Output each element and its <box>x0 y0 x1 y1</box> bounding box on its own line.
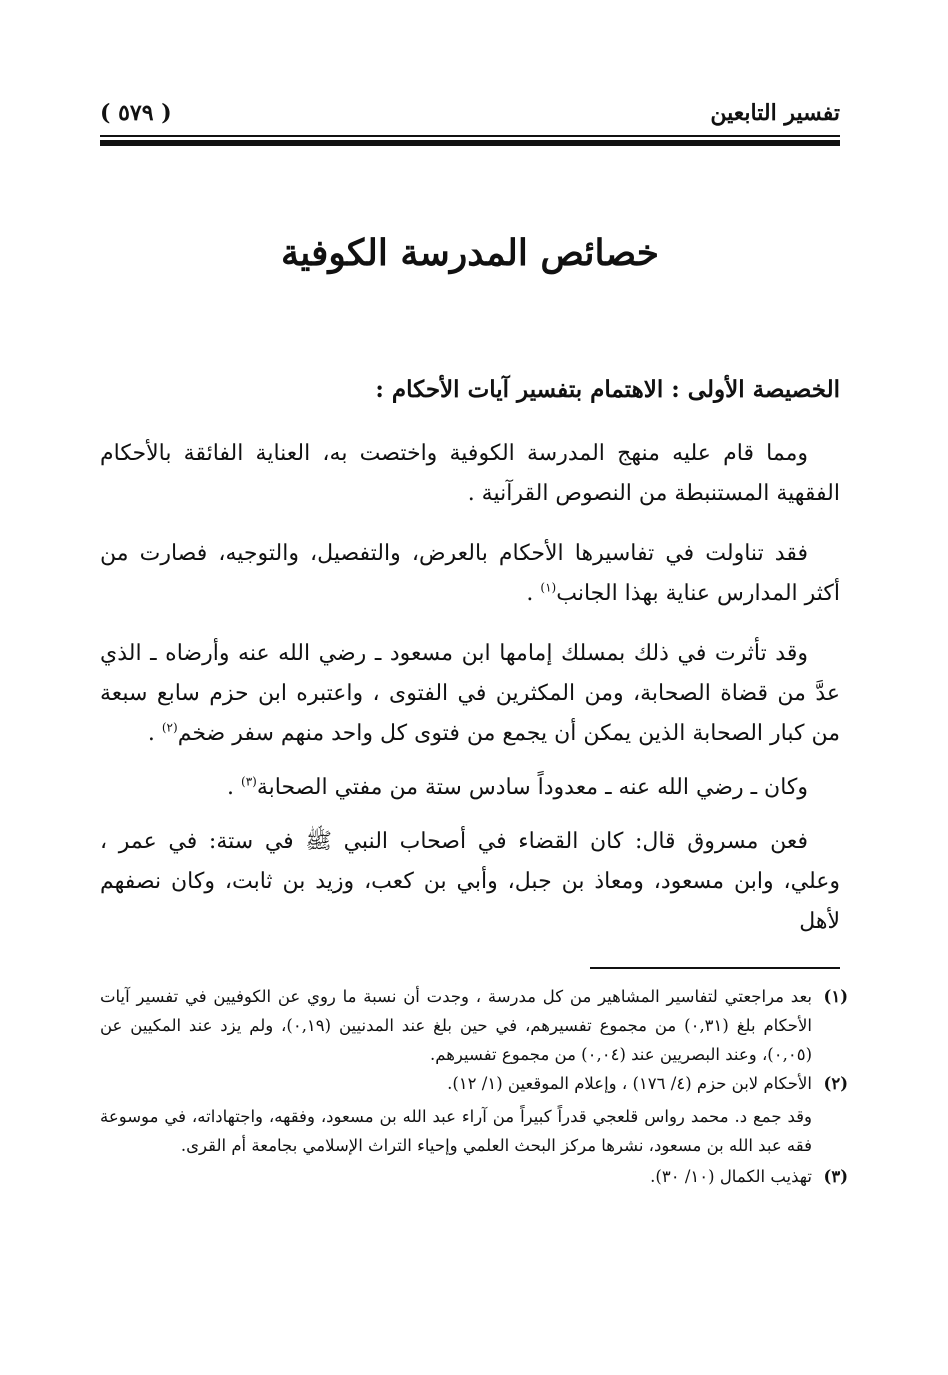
section-heading: الخصيصة الأولى : الاهتمام بتفسير آيات الأحكام : <box>375 376 840 403</box>
footnote-2-text: الأحكام لابن حزم (٤/ ١٧٦) ، وإعلام الموقعين (١/ ١٢). <box>447 1074 812 1093</box>
footnotes <box>100 982 848 1191</box>
footnote-2 <box>100 1069 848 1098</box>
footnote-2-continuation: وقد جمع د. محمد رواس قلعجي قدراً كبيراً من آراء عبد الله بن مسعود، وفقهه، واجتهاداته، في موسوعة فقه عبد الله بن مسعود، نشرها مركز البحث العلمي وإحياء التراث الإسلامي بجامعة أم القرى. <box>100 1107 812 1155</box>
body-text <box>100 370 840 962</box>
paragraph-3-text: وقد تأثرت في ذلك بمسلك إمامها ابن مسعود ـ رضي الله عنه وأرضاه ـ الذي عدَّ من قضاة الصحابة، ومن المكثرين في الفتوى ، واعتبره ابن حزم سابع سبعة من كبار الصحابة الذين يمكن أن يجمع من فتوى كل واحد منهم سفر ضخم <box>100 641 840 746</box>
footnote-ref-2: (٢) <box>161 720 178 735</box>
header-rule-thin <box>100 135 840 137</box>
footnote-separator <box>590 967 840 969</box>
paragraph-5-text: فعن مسروق قال: كان القضاء في أصحاب النبي ﷺ في ستة: في عمر ، وعلي، وابن مسعود، ومعاذ بن جبل، وأبي بن كعب، وزيد بن ثابت، وكان نصفهم لأهل <box>100 829 840 934</box>
paragraph-4-tail: . <box>227 775 242 800</box>
header-rule-thick <box>100 140 840 146</box>
footnote-2-number: (٢) <box>823 1074 848 1093</box>
paragraph-2-tail: . <box>526 581 541 606</box>
running-title: تفسير التابعين <box>710 100 840 126</box>
paragraph-5 <box>100 822 840 942</box>
chapter-title: خصائص المدرسة الكوفية <box>281 232 659 274</box>
footnote-1 <box>100 982 848 1069</box>
footnote-ref-3: (٣) <box>241 774 257 789</box>
footnote-3-number: (٣) <box>823 1167 848 1186</box>
paragraph-2 <box>100 534 840 614</box>
footnote-1-text: بعد مراجعتي لتفاسير المشاهير من كل مدرسة ، وجدت أن نسبة ما روي عن الكوفيين في تفسير آيات الأحكام بلغ (٠,٣١) من مجموع تفسيرهم، في حين بلغ عند المدنيين (٠,١٩)، ولم يزد عند المكيين عن (٠,٠٥)، وعند البصريين عند (٠,٠٤) من مجموع تفسيرهم. <box>100 987 812 1064</box>
footnote-1-number: (١) <box>823 987 848 1006</box>
page-number: ( ٥٧٩ ) <box>100 100 172 126</box>
running-head <box>100 96 840 136</box>
paragraph-2-text: فقد تناولت في تفاسيرها الأحكام بالعرض، والتفصيل، والتوجيه، فصارت من أكثر المدارس عناية بهذا الجانب <box>100 541 840 606</box>
paragraph-3 <box>100 634 840 754</box>
footnote-ref-1: (١) <box>540 580 557 595</box>
paragraph-4-text: وكان ـ رضي الله عنه ـ معدوداً سادس ستة من مفتي الصحابة <box>256 775 808 800</box>
footnote-3-text: تهذيب الكمال (١٠/ ٣٠). <box>650 1167 812 1186</box>
footnote-3 <box>100 1162 848 1191</box>
paragraph-1 <box>100 434 840 514</box>
paragraph-4 <box>100 768 840 808</box>
paragraph-3-tail: . <box>147 721 162 746</box>
paragraph-1-text: ومما قام عليه منهج المدرسة الكوفية واختصت به، العناية الفائقة بالأحكام الفقهية المستنبطة من النصوص القرآنية . <box>100 441 840 506</box>
